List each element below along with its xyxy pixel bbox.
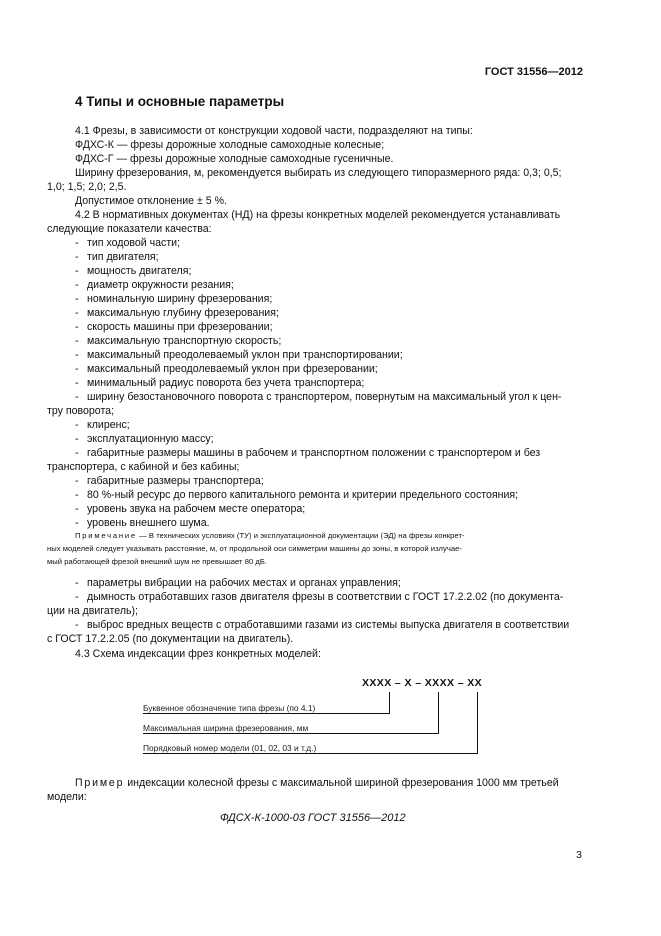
example-text: индексации колесной фрезы с максимальной шириной фрезерования 1000 мм третьей (124, 777, 559, 789)
example-label: Пример (75, 777, 125, 789)
list-item: эксплуатационную массу; (87, 433, 214, 445)
list-item: скорость машины при фрезеровании; (87, 321, 273, 333)
list-item: параметры вибрации на рабочих местах и органах управления; (87, 577, 401, 589)
width-range-line: Ширину фрезерования, м, рекомендуется выбирать из следующего типоразмерного ряда: 0,3; 0,5; (75, 167, 562, 179)
list-item: выброс вредных веществ с отработавшими газами из системы выпуска двигателя в соответствии (87, 619, 570, 631)
note-line: мый работающей фрезой внешний шум не превышает 80 дБ. (47, 557, 268, 566)
list-item: максимальную глубину фрезерования; (87, 307, 279, 319)
list-item-cont: транспортера, с кабиной и без кабины; (47, 461, 240, 473)
index-code-scheme: XXXX – X – XXXX – XX (362, 677, 483, 689)
leader-line-model (143, 753, 477, 754)
note-text: — В технических условиях (ТУ) и эксплуатационной документации (ЭД) на фрезы конкрет- (136, 531, 465, 540)
list-item: минимальный радиус поворота без учета транспортера; (87, 377, 365, 389)
list-item: номинальную ширину фрезерования; (87, 293, 273, 305)
list-item: тип двигателя; (87, 251, 159, 263)
list-dash: - (75, 503, 79, 515)
list-item: клиренс; (87, 419, 130, 431)
leader-line-type-vertical (389, 692, 390, 714)
diagram-label-model-number: Порядковый номер модели (01, 02, 03 и т.д.) (143, 743, 317, 753)
list-dash: - (75, 391, 79, 403)
list-item-cont: с ГОСТ 17.2.2.05 (по документации на двигатель). (47, 633, 294, 645)
list-item-cont: тру поворота; (47, 405, 115, 417)
list-dash: - (75, 591, 79, 603)
list-item: диаметр окружности резания; (87, 279, 234, 291)
list-dash: - (75, 517, 79, 529)
list-item: максимальный преодолеваемый уклон при фрезеровании; (87, 363, 378, 375)
list-dash: - (75, 321, 79, 333)
type-fdxs-g: ФДХС-Г — фрезы дорожные холодные самоходные гусеничные. (75, 153, 394, 165)
list-dash: - (75, 251, 79, 263)
section-title: 4 Типы и основные параметры (75, 94, 285, 109)
list-dash: - (75, 447, 79, 459)
list-dash: - (75, 349, 79, 361)
list-item: максимальный преодолеваемый уклон при транспортировании; (87, 349, 403, 361)
list-dash: - (75, 293, 79, 305)
width-range-cont: 1,0; 1,5; 2,0; 2,5. (47, 181, 127, 193)
note-line: ных моделей следует указывать расстояние, м, от продольной оси симметрии машины до зоны, в которой излучае- (47, 544, 462, 553)
list-item: максимальную транспортную скорость; (87, 335, 282, 347)
list-dash: - (75, 335, 79, 347)
list-dash: - (75, 377, 79, 389)
type-fdxs-k: ФДХС-К — фрезы дорожные холодные самоходные колесные; (75, 139, 385, 151)
leader-line-type (143, 713, 389, 714)
note-label: Примечание (75, 531, 137, 540)
list-item: дымность отработавших газов двигателя фрезы в соответствии с ГОСТ 17.2.2.02 (по документа- (87, 591, 564, 603)
document-code-header: ГОСТ 31556—2012 (484, 66, 583, 78)
list-dash: - (75, 307, 79, 319)
list-dash: - (75, 619, 79, 631)
list-dash: - (75, 237, 79, 249)
list-item-cont: ции на двигатель); (47, 605, 138, 617)
list-item: габаритные размеры машины в рабочем и транспортном положении с транспортером и без (87, 447, 541, 459)
clause-4-3-intro: 4.3 Схема индексации фрез конкретных моделей: (75, 648, 321, 660)
list-dash: - (75, 475, 79, 487)
diagram-label-width: Максимальная ширина фрезерования, мм (143, 723, 309, 733)
list-dash: - (75, 279, 79, 291)
list-dash: - (75, 265, 79, 277)
example-designation: ФДСХ-К-1000-03 ГОСТ 31556—2012 (220, 812, 406, 824)
leader-line-width (143, 733, 438, 734)
list-dash: - (75, 363, 79, 375)
list-item: габаритные размеры транспортера; (87, 475, 264, 487)
page-number: 3 (576, 849, 582, 861)
list-item: тип ходовой части; (87, 237, 181, 249)
clause-4-1-intro: 4.1 Фрезы, в зависимости от конструкции ходовой части, подразделяют на типы: (75, 125, 473, 137)
clause-4-2-cont: следующие показатели качества: (47, 223, 212, 235)
list-item: 80 %-ный ресурс до первого капитального ремонта и критерии предельного состояния; (87, 489, 519, 501)
list-item: уровень звука на рабочем месте оператора; (87, 503, 306, 515)
list-dash: - (75, 419, 79, 431)
list-item: ширину безостановочного поворота с транспортером, повернутым на максимальный угол к цен- (87, 391, 562, 403)
note-line (75, 530, 465, 542)
example-line-cont: модели: (47, 791, 87, 803)
example-line (75, 776, 559, 790)
leader-line-model-vertical (477, 692, 478, 754)
leader-line-width-vertical (438, 692, 439, 734)
list-item: уровень внешнего шума. (87, 517, 210, 529)
list-dash: - (75, 577, 79, 589)
diagram-label-type: Буквенное обозначение типа фрезы (по 4.1) (143, 703, 316, 713)
clause-4-2-intro: 4.2 В нормативных документах (НД) на фрезы конкретных моделей рекомендуется устанавливать (75, 209, 561, 221)
tolerance-line: Допустимое отклонение ± 5 %. (75, 195, 227, 207)
list-item: мощность двигателя; (87, 265, 192, 277)
list-dash: - (75, 433, 79, 445)
list-dash: - (75, 489, 79, 501)
